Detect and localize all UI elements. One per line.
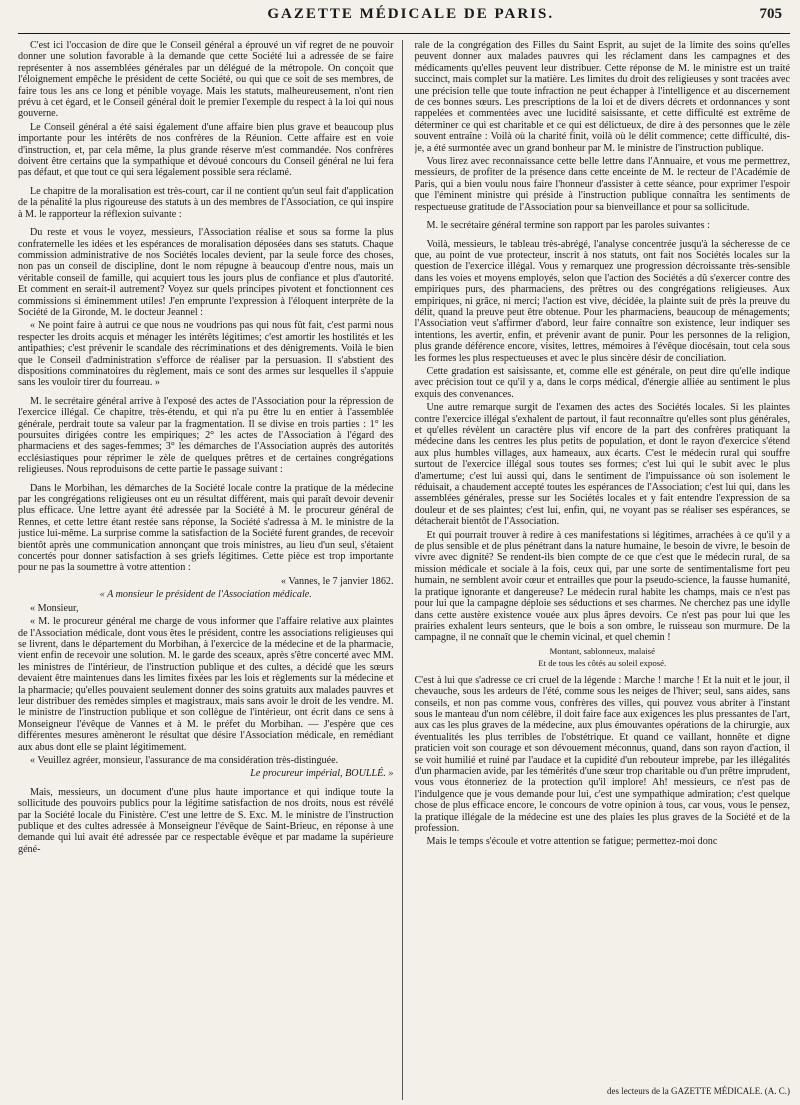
right-column <box>415 40 791 1100</box>
journal-title: GAZETTE MÉDICALE DE PARIS. <box>267 6 555 22</box>
page-header <box>18 0 790 34</box>
letter-dateline: « Vannes, le 7 janvier 1862. <box>280 575 394 587</box>
verse-line: Et de tous les côtés au soleil exposé. <box>538 657 667 668</box>
paragraph: Cette gradation est saisissante, et, comme elle est générale, on peut dire qu'elle indique avec précision tout ce qu'il y a, dans le corps médical, d'énergie alliée au sentiment le plus exquis des convenances. <box>414 365 790 400</box>
paragraph: Mais le temps s'écoule et votre attention se fatigue; permettez-moi donc <box>426 836 718 848</box>
letter-salutation: « Monsieur, <box>30 602 79 614</box>
paragraph: rale de la congrégation des Filles du Saint Esprit, au sujet de la limite des soins qu'elles peuvent donner aux malades pauvres qui les réclament dans les campagnes et des médicaments qu'elles peuvent leur distribuer. Cette réponse de M. le ministre est un traité succinct, mais complet sur la matière. Les limites du droit des religieuses y sont tracées avec une précision telle que toute infraction ne peut échapper à l'intelligence et au discernement de ces bonnes sœurs. Les prescriptions de la loi et de divers décrets et ordonnances y sont rappelées et commentées avec une lucidité saisissante, et cette difficulté est extrême de déterminer ce qui est charitable et ce qui est délictueux, de dire à des personnes que le zèle souvent entraîne : Voilà où la charité finit, voilà où le délit commence; cette difficulté, dis-je, a été surmontée avec un grand bonheur par M. le ministre de l'instruction publique. <box>414 40 790 154</box>
letter-body: « M. le procureur général me charge de vous informer que l'affaire relative aux plaintes de l'Association médicale, dont vous êtes le président, contre les associations religieuses qui se livrent, dans le département du Morbihan, à l'exercice de la médecine et de la pharmacie, vient enfin de recevoir une solution. M. le garde des sceaux, après s'être concerté avec MM. les ministres de l'intérieur, de l'instruction publique et des cultes, a décidé que les sœurs devaient être maintenues dans les limites fixées par les lois et règlements sur la médecine et la pharmacie; qu'elles pouvaient seulement donner des soins gratuits aux malades pauvres et leur distribuer des remèdes simples et magistraux, mais sans avoir le droit de les vendre. M. le ministre de l'instruction publique et son collègue de l'intérieur, ont écrit dans ce sens à Monseigneur l'évêque de Vannes et à M. le préfet du Morbihan. — J'espère que ces différentes mesures amèneront le résultat que désire l'Association médicale, en remédiant aux abus dont elle se plaint légitimement. <box>18 616 394 753</box>
paragraph: Voilà, messieurs, le tableau très-abrégé, l'analyse concentrée jusqu'à la sécheresse de ce que, au point de vue protecteur, inscrit à nos statuts, ont fait nos Sociétés locales sur la question de l'exercice illégal. Vous y remarquez une progression décroissante très-sensible dans les voies et moyens employés, selon que l'action des Sociétés a dû s'exercer contre des empiriques purs, des pharmaciens, des prêtres ou des congrégations religieuses. Aux empiriques, ni grâce, ni merci; l'action est vive, décidée, la plainte suit de près la preuve du délit, quand la preuve peut être obtenue. Pour les pharmaciens, beaucoup de ménagements; l'Association veut s'affirmer d'abord, leur faire connaître son existence, leur indiquer ses intentions, les avertir, enfin, et prévenir avant de punir. Pour les personnes de la religion, plus grande déférence encore, visites, lettres, mémoires à l'évêque diocésain, tout cela sous les formes les plus respectueuses et avec le plus sincère désir de conciliation. <box>414 238 790 364</box>
paragraph: Du reste et vous le voyez, messieurs, l'Association réalise et sous sa forme la plus confraternelle les idées et les espérances de moralisation déposées dans ses statuts. Chaque commission administrative de nos Sociétés locales devient, par la seule force des choses, non pas un conseil de discipline, dont le nom répugne à beaucoup d'entre nous, mais un véritable conseil de famille, qui acquiert tous les jours plus de confiance et plus d'autorité. Et comment en serait-il autrement? Voyez sur quels principes pivotent et fonctionnent ces commissions si éminemment utiles! J'en emprunte l'expression à l'éloquent interprète de la Société de la Gironde, M. le docteur Jeannel : <box>18 227 394 318</box>
footer-fragment: des lecteurs de la GAZETTE MÉDICALE. (A. C.) <box>607 1086 790 1096</box>
paragraph: Une autre remarque surgit de l'examen des actes des Sociétés locales. Si les plaintes contre l'exercice illégal s'exhalent de partout, il faut reconnaître qu'elles sont plus générales, et qu'elles révèlent un caractère plus vif encore de la part des confrères pratiquant la médecine dans les centres les plus petits de population, et dont le rayon d'exercice s'étend aux plus humbles villages, aux hameaux, aux écarts. C'est le médecin rural qui souffre surtout de l'exercice illégal sous toutes ses formes; c'est lui qui le subit avec le plus d'amertume; c'est lui aussi qui, dans le sentiment de l'impuissance où son isolement le réduisait, a chaudement accepté toutes les espérances de l'Association; c'est lui qui, dans les assemblées générales, presse sur les Sociétés locales et y fait entendre l'expression de sa douleur et de ses plaintes; c'est lui, enfin, qui, ne voyant pas se réaliser ses espérances, se détacherait bientôt de l'Association. <box>414 402 790 528</box>
left-column <box>18 40 403 1100</box>
paragraph: M. le secrétaire général arrive à l'exposé des actes de l'Association pour la répression de l'exercice illégal. Ce chapitre, très-étendu, et qui n'a pu être lu en entier à l'assemblée générale, perdrait toute sa valeur par la fragmentation. Il se divise en trois parties : 1° les poursuites dirigées contre les empiriques; 2° les actes de l'Association à l'égard des pharmaciens et des sages-femmes; 3° les démarches de l'Association auprès des autorités ecclésiastiques pour réprimer le zèle de quelques prêtres et de certaines congrégations religieuses. Nous reproduisons de cette partie le passage suivant : <box>18 395 394 476</box>
columns <box>18 34 790 1100</box>
paragraph: Et qui pourrait trouver à redire à ces manifestations si légitimes, arrachées à ce qu'il y a de plus sensible et de plus pénétrant dans la nature humaine, le besoin de vivre, le besoin de vivre avec dignité? Se rendent-ils bien compte de ce que c'est que le médecin rural, de sa mission médicale et sociale à la fois, ceux qui, par une sorte de sentimentalisme fort peu humain, ne semblent avoir cœur et entrailles que pour la pseudo-science, la fausse humanité, la pratique ignorante et dangereuse? Le médecin rural habite les champs, mais ce n'est pas pour lui que la campagne déploie ses séductions et ses charmes. Ne cherchez pas une idylle dans cette austère existence vouée aux plus âpres devoirs. Ce n'est pas pour lui que les prairies exhalent leurs senteurs, que le bois a son ombre, le ruisseau son murmure. De la campagne, il ne connaît que le chemin vicinal, et quel chemin ! <box>414 529 790 644</box>
paragraph: Mais, messieurs, un document d'une plus haute importance et qui indique toute la sollicitude des pouvoirs publics pour la légitime satisfaction de nos droits, nous est révélé par la Société locale du Finistère. C'est une lettre de S. Exc. M. le ministre de l'instruction publique et des cultes adressée à Monseigneur l'évêque de Saint-Brieuc, en réponse à une demande qui lui avait été adressée par ce respectable évêque et par madame la supérieure géné- <box>18 786 394 855</box>
paragraph: C'est à lui que s'adresse ce cri cruel de la légende : Marche ! marche ! Et la nuit et le jour, il chevauche, sous les ardeurs de l'été, comme sous les neiges de l'hiver; seul, sans aides, sans conseils, et non pas comme vous, confrères des villes, qui pouvez vous abriter à l'instant sous le manteau d'un nom célèbre, il doit faire face aux exigences les plus pressantes de l'art, aux cas les plus graves de la médecine, aux plus émouvantes opérations de la chirurgie, aux éventualités les plus terribles de l'obstétrique. Et quand ce vaillant, honnête et digne praticien voit son courage et son dévouement méconnus, quand, dans son rayon d'action, il se voit humilié et ruiné par l'audace et la cupidité d'un rebouteur imprebe, par les illégalités d'un pharmacien avide, par les témérités d'une sœur trop charitable ou d'un prêtre imprudent, vous vous étonneriez de la protection qu'il implore! Ah! messieurs, ce n'est pas de l'indulgence que je vous demande pour lui, c'est une sympathique admiration; c'est quelque chose de plus efficace encore, le concours de votre opinion à tous, car vous, vous le pensez, la pratique illégale de la médecine est une des plaies les plus graves de la Société et de la profession. <box>414 674 790 834</box>
paragraph: C'est ici l'occasion de dire que le Conseil général a éprouvé un vif regret de ne pouvoir donner une solution favorable à la demande que cette Société lui a adressée de se faire représenter à nos assemblées générales par un délégué de la métropole. On conçoit que l'éloignement empêche le président de cette Société, ou qui que ce soit de ses membres, de faire tous les ans ce long et pénible voyage. Mais les statuts, malheureusement, n'ont rien prévu à cet égard, et le Conseil général doit le premier l'exemple du respect à la loi qui nous gouverne. <box>18 40 394 120</box>
letter-signature: Le procureur impérial, BOULLÉ. » <box>250 768 394 780</box>
paragraph: Vous lirez avec reconnaissance cette belle lettre dans l'Annuaire, et vous me permettrez, messieurs, de profiter de la présence dans cette enceinte de M. le recteur de l'Académie de Paris, qui a bien voulu nous faire l'honneur d'assister à cette séance, pour exprimer l'espoir que l'éminent ministre qui préside à l'instruction publique connaîtra les sentiments de respectueuse gratitude de l'Association pour sa bienveillance et pour sa sollicitude. <box>414 156 790 213</box>
paragraph: M. le secrétaire général termine son rapport par les paroles suivantes : <box>426 220 710 232</box>
paragraph: Le chapitre de la moralisation est très-court, car il ne contient qu'un seul fait d'application de la pénalité la plus rigoureuse des statuts à un des membres de l'Association, ce qui inspire à M. le rapporteur la réflexion suivante : <box>18 185 394 220</box>
letter-closing: « Veuillez agréer, monsieur, l'assurance de ma considération très-distinguée. <box>30 754 339 766</box>
paragraph: Dans le Morbihan, les démarches de la Société locale contre la pratique de la médecine par les congrégations religieuses ont eu un résultat différent, mais qui paraît devoir devenir plus efficace. Une lettre ayant été adressée par la Société à M. le procureur général de Rennes, et cette lettre étant restée sans réponse, la Société s'adressa à M. le ministre de la justice lui-même. La surprise comme la satisfaction de la Société furent grandes, de recevoir bientôt après une communication annonçant que trois ministres, au lieu d'un seul, s'étaient concertés pour donner satisfaction à ses griefs légitimes. Cette pièce est trop importante pour ne pas la soumettre à votre attention : <box>18 482 394 574</box>
paragraph: Le Conseil général a été saisi également d'une affaire bien plus grave et beaucoup plus importante pour les intérêts de nos confrères de la Réunion. Cette affaire est en voie d'instruction, et, par cela même, la plus grande réserve m'est commandée. Nos confrères doivent être certains que la sympathique et dévoué concours du Conseil général ne lui fera pas défaut, et que tout ce qui sera légalement possible sera réclamé. <box>18 121 394 179</box>
verse-line: Montant, sablonneux, malaisé <box>549 645 656 656</box>
quote-paragraph: « Ne point faire à autrui ce que nous ne voudrions pas qui nous fût fait, c'est parmi nous respecter les droits acquis et ménager les intérêts légitimes; c'est amortir les hostilités et les antipathies; c'est prévenir le scandale des récriminations et des dénigrements. Voilà le bien que le Conseil d'administration s'efforce de réaliser par la persuasion. Il s'abstient des dispositions comminatoires du règlement, mais ce sont des armes sur lesquelles il s'appuie sans les vouloir tirer du fourreau. » <box>18 320 394 389</box>
page-number: 705 <box>759 6 782 22</box>
letter-address: « A monsieur le président de l'Association médicale. <box>99 589 312 601</box>
